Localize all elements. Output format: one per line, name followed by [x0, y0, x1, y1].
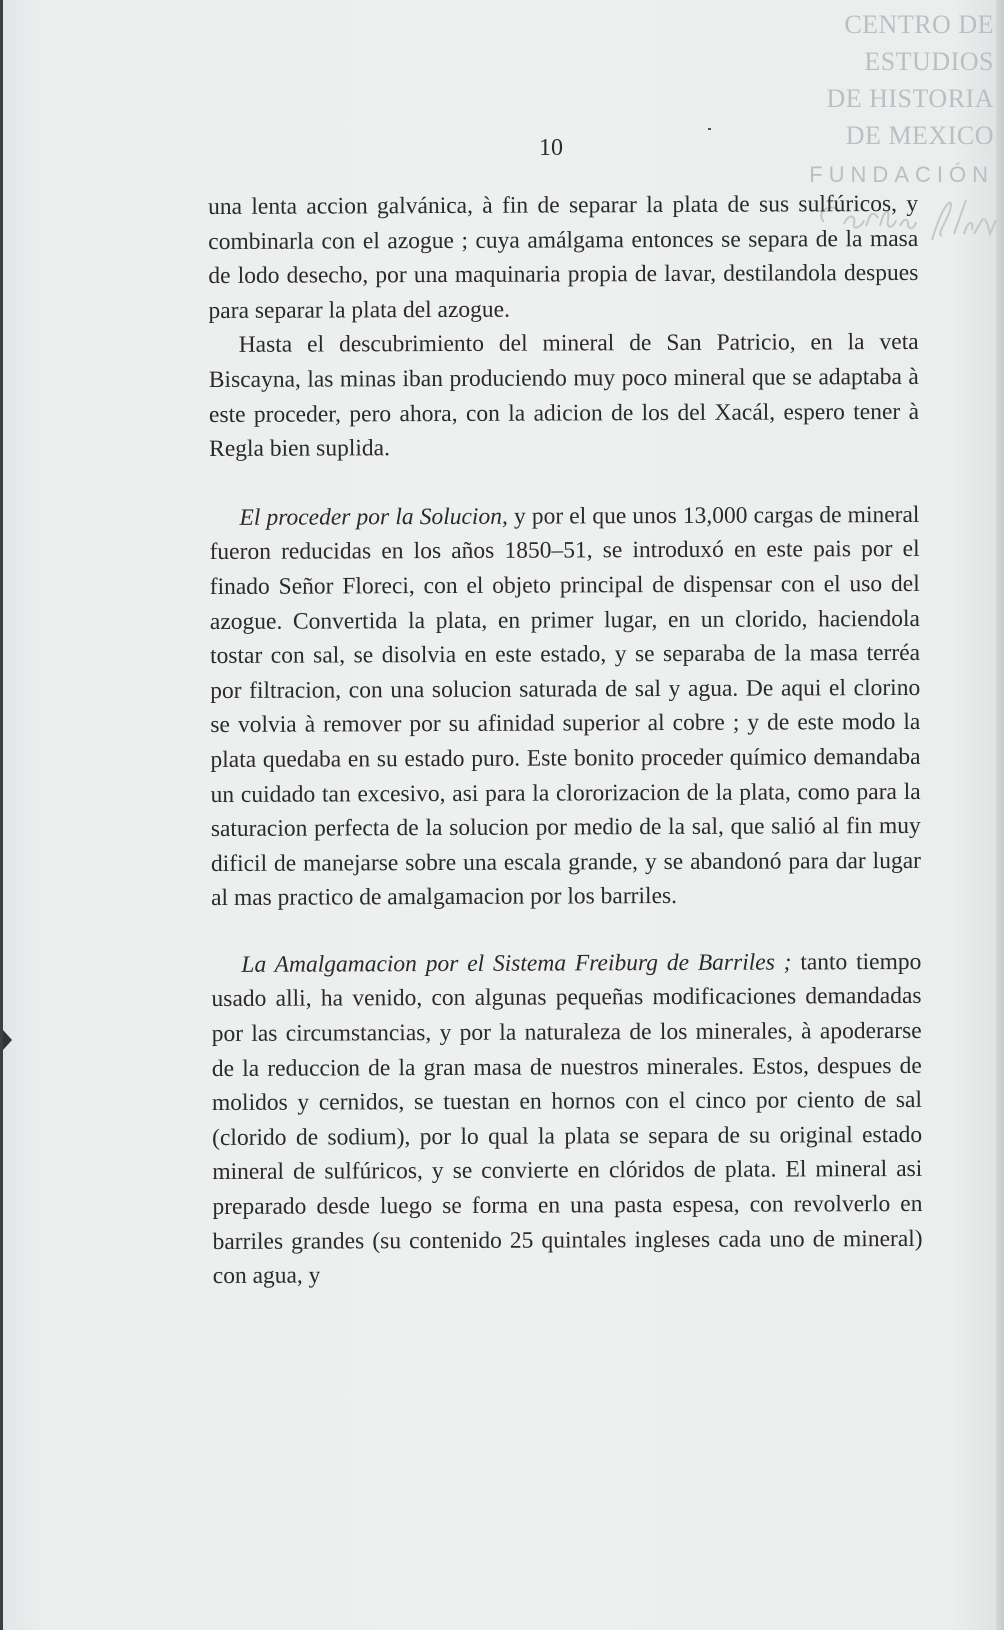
- watermark-line: DE HISTORIA: [826, 84, 994, 113]
- watermark-line: ESTUDIOS: [864, 47, 994, 76]
- paragraph: [211, 945, 923, 1294]
- paragraph-text: una lenta accion galvánica, à fin de separar la plata de sus sulfúricos, y combinarla con el azogue ; cuya amálgama entonces se separa de la masa de lodo desecho, por una maquinaria propia de lavar, destilandola despues para separar la plata del azogue.: [208, 190, 919, 324]
- paragraph: [209, 325, 920, 466]
- watermark-line: DE MEXICO: [845, 121, 994, 150]
- binding-notch: [3, 1030, 12, 1050]
- paragraph-text: y por el que unos 13,000 cargas de mineral fueron reducidas en los años 1850–51, se introduxó en este pais por el finado Señor Floreci, con el objeto principal de dispensar con el uso del azogue. Convertida la plata, en primer lugar, en un clorido, haciendola tostar con sal, se disolvia en este estado, y se separaba de la masa terréa por filtracion, con una solucion saturada de sal y agua. De aqui el clorino se volvia à remover por su afinidad superior al cobre ; y de este modo la plata quedaba en su estado puro. Este bonito proceder químico demandaba un cuidado tan excesivo, asi para la clororizacion de la plata, como para la saturacion perfecta de la solucion por medio de la sal, que salió al fin muy dificil de manejarse sobre una escala grande, y se abandonó para dar lugar al mas practico de amalgamacion por los barriles.: [209, 501, 921, 912]
- paragraph-text: tanto tiempo usado alli, ha venido, con algunas pequeñas modificaciones demandadas por las circumstancias, y por la naturaleza de los minerales, à apoderarse de la reduccion de la gran masa de nuestros minerales. Estos, despues de molidos y cernidos, se tuestan en hornos con el cinco por ciento de sal (clorido de sodium), por lo qual la plata se separa de su original estado mineral de sulfúricos, y se convierte en clóridos de plata. El mineral asi preparado desde luego se forma en una pasta espesa, con revolverlo en barriles grandes (su contenido 25 quintales ingleses cada uno de mineral) con agua, y: [211, 948, 923, 1290]
- ink-speck: [708, 128, 711, 130]
- document-body: [208, 187, 923, 1294]
- archive-watermark: [774, 6, 994, 190]
- page-number: 10: [539, 135, 563, 161]
- paragraph-heading: El proceder por la Solucion,: [239, 503, 508, 531]
- paragraph-heading: La Amalgamacion por el Sistema Freiburg de Barriles ;: [241, 949, 792, 978]
- watermark-line: CENTRO DE: [844, 10, 994, 39]
- paragraph: [209, 498, 921, 916]
- watermark-foundation: FUNDACIÓN: [809, 162, 994, 187]
- paragraph-text: Hasta el descubrimiento del mineral de San Patricio, en la veta Biscayna, las minas iban produciendo muy poco mineral que se adaptaba à este proceder, pero ahora, con la adicion de los del Xacál, espero tener à Regla bien suplida.: [208, 329, 920, 463]
- paragraph: [208, 187, 919, 328]
